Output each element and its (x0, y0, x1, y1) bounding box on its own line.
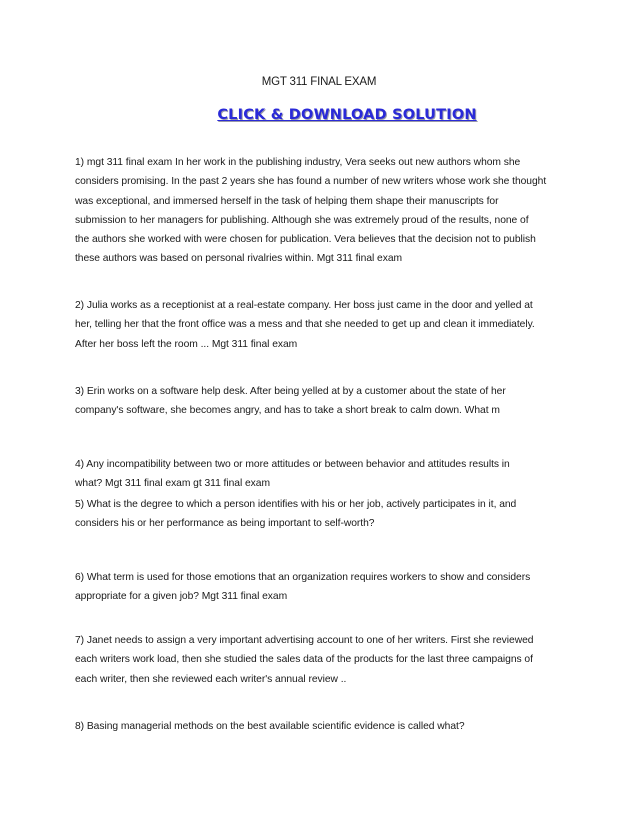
question-line: considers promising. In the past 2 years she has found a number of new writers whose work she thought (75, 176, 547, 188)
question-3 (75, 382, 575, 421)
question-line: company's software, she becomes angry, and has to take a short break to calm down. What m (75, 405, 500, 417)
question-line: 3) Erin works on a software help desk. After being yelled at by a customer about the state of her (75, 386, 506, 397)
question-line: each writers work load, then she studied the sales data of the products for the last three campaigns of (75, 654, 533, 666)
question-line: 4) Any incompatibility between two or more attitudes or between behavior and attitudes results in (75, 459, 510, 470)
question-line: considers his or her performance as being important to self-worth? (75, 518, 375, 530)
question-line: 2) Julia works as a receptionist at a real-estate company. Her boss just came in the door and yelled at (75, 300, 533, 311)
question-line: these authors was based on personal rivalries within. Mgt 311 final exam (75, 253, 403, 265)
question-line: 6) What term is used for those emotions that an organization requires workers to show and considers (75, 572, 531, 583)
question-line: each writer, then she reviewed each writer's annual review .. (75, 673, 347, 685)
question-1 (75, 153, 575, 269)
question-4 (75, 455, 575, 494)
question-5 (75, 495, 575, 534)
question-line: appropriate for a given job? Mgt 311 final exam (75, 591, 288, 603)
question-8 (75, 717, 575, 736)
question-line: submission to her managers for publishing. Although she was extremely proud of the results, none of (75, 214, 529, 226)
question-7 (75, 631, 575, 689)
question-line: 8) Basing managerial methods on the best available scientific evidence is called what? (75, 721, 465, 732)
question-6 (75, 568, 575, 607)
question-line: the authors she worked with were chosen for publication. Vera believes that the decision not to publish (75, 234, 536, 246)
download-solution-link[interactable]: CLICK & DOWNLOAD SOLUTION (217, 107, 477, 123)
question-line: was exceptional, and immersed herself in the task of helping them shape their manuscripts for (75, 195, 499, 207)
question-line: what? Mgt 311 final exam gt 311 final exam (75, 478, 270, 490)
page-title: MGT 311 FINAL EXAM (261, 76, 377, 88)
question-line: 5) What is the degree to which a person identifies with his or her job, actively participates in it, and (75, 499, 517, 510)
question-line: 1) mgt 311 final exam In her work in the publishing industry, Vera seeks out new authors whom she (75, 157, 521, 168)
question-2 (75, 296, 575, 354)
question-line: her, telling her that the front office was a mess and that she needed to get up and clean it immediately. (75, 319, 535, 331)
question-line: 7) Janet needs to assign a very important advertising account to one of her writers. First she reviewed (75, 635, 534, 646)
question-line: After her boss left the room ... Mgt 311 final exam (75, 338, 298, 350)
